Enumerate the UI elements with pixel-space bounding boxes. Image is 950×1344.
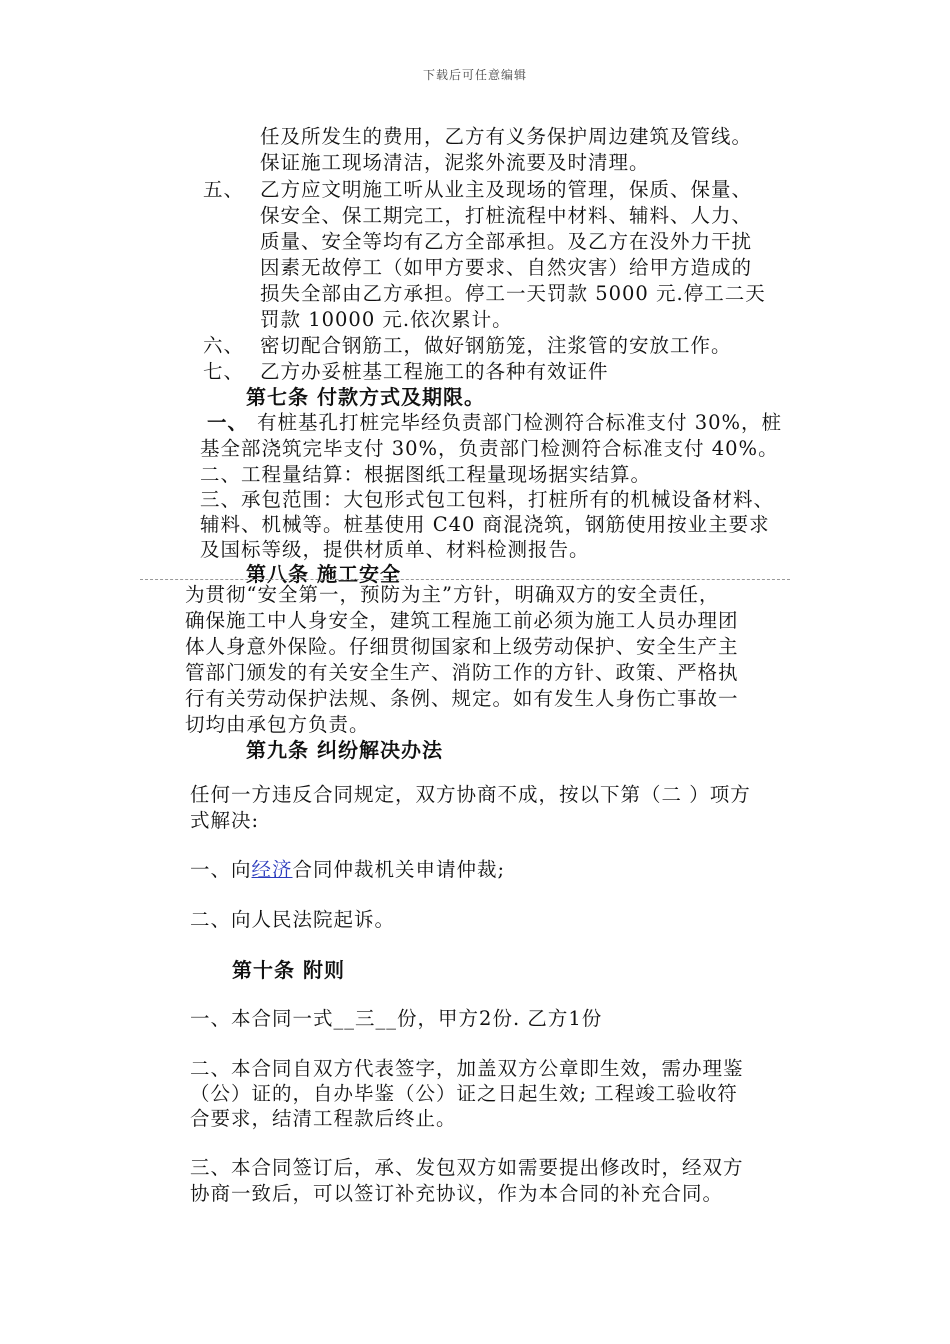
article10-p2-line-1: 二、本合同自双方代表签字，加盖双方公章即生效，需办理鉴	[190, 1057, 744, 1080]
article8-line-6: 切均由承包方负责。	[185, 713, 370, 736]
article10-p1-suffix: 份，甲方2份. 乙方1份	[397, 1007, 603, 1030]
article7-p3-line-3: 及国标等级，提供材质单、材料检测报告。	[200, 538, 590, 561]
item5-line-6: 罚款 10000 元.依次累计。	[260, 308, 513, 331]
article7-p1-line-2: 基全部浇筑完毕支付 30%，负责部门检测符合标准支付 40%。	[200, 437, 779, 460]
article9-option-1-prefix: 一、向	[190, 858, 252, 881]
article9-intro-line-1: 任何一方违反合同规定，双方协商不成，按以下第（二 ）项方	[190, 783, 751, 806]
article10-title: 第十条 附则	[232, 958, 345, 982]
item5-number: 五、	[203, 178, 245, 201]
item7-text: 乙方办妥桩基工程施工的各种有效证件	[260, 360, 609, 383]
item6-number: 六、	[203, 334, 245, 357]
article8-line-1: 为贯彻“安全第一，预防为主”方针，明确双方的安全责任，	[185, 583, 720, 606]
article7-title: 第七条 付款方式及期限。	[246, 385, 485, 409]
article9-intro-line-2: 式解决:	[190, 809, 260, 832]
article8-line-2: 确保施工中人身安全，建筑工程施工前必须为施工人员办理团	[185, 609, 739, 632]
article8-line-5: 行有关劳动保护法规、条例、规定。如有发生人身伤亡事故一	[185, 687, 739, 710]
article7-p3-line-2: 辅料、机械等。桩基使用 C40 商混浇筑，钢筋使用按业主要求	[200, 513, 770, 536]
article7-p3-line-1: 三、承包范围：大包形式包工包料，打桩所有的机械设备材料、	[200, 488, 775, 511]
item5-line-5: 损失全部由乙方承担。停工一天罚款 5000 元.停工二天	[260, 282, 766, 305]
article8-line-4: 管部门颁发的有关安全生产、消防工作的方针、政策、严格执	[185, 661, 739, 684]
article9-option-1-suffix: 合同仲裁机关申请仲裁;	[292, 858, 506, 881]
article10-p3-line-1: 三、本合同签订后，承、发包双方如需要提出修改时，经双方	[190, 1156, 744, 1179]
article10-p2-line-2: （公）证的，自办毕鉴（公）证之日起生效; 工程竣工验收符	[190, 1082, 738, 1105]
article7-p2: 二、工程量结算：根据图纸工程量现场据实结算。	[200, 463, 652, 486]
article10-p2-line-3: 合要求，结清工程款后终止。	[190, 1107, 457, 1130]
article10-p1	[190, 1006, 602, 1032]
section-separator	[140, 579, 790, 580]
item5-line-1: 乙方应文明施工听从业主及现场的管理，保质、保量、	[260, 178, 753, 201]
article9-option-2: 二、向人民法院起诉。	[190, 908, 396, 931]
article10-p1-prefix: 一、本合同一式	[190, 1007, 334, 1030]
article8-line-3: 体人身意外保险。仔细贯彻国家和上级劳动保护、安全生产主	[185, 635, 739, 658]
item7-number: 七、	[203, 360, 245, 383]
page-header-note: 下载后可任意编辑	[422, 68, 527, 82]
copies-blank: __三__	[333, 1007, 398, 1030]
item5-line-4: 因素无故停工（如甲方要求、自然灾害）给甲方造成的	[260, 256, 753, 279]
item6-text: 密切配合钢筋工，做好钢筋笼，注浆管的安放工作。	[260, 334, 732, 357]
item4-continued-line-1: 任及所发生的费用，乙方有义务保护周边建筑及管线。	[260, 125, 753, 148]
item5-line-2: 保安全、保工期完工，打桩流程中材料、辅料、人力、	[260, 204, 753, 227]
economic-link[interactable]: 经济	[251, 858, 293, 881]
article7-p1-number: 一、	[207, 411, 249, 434]
article9-option-1	[190, 857, 505, 883]
article8-title: 第八条 施工安全	[246, 562, 401, 586]
article9-title: 第九条 纠纷解决办法	[246, 738, 443, 762]
article10-p3-line-2: 协商一致后，可以签订补充协议，作为本合同的补充合同。	[190, 1182, 724, 1205]
article7-p1-line-1: 有桩基孔打桩完毕经负责部门检测符合标准支付 30%，桩	[257, 411, 783, 434]
item5-line-3: 质量、安全等均有乙方全部承担。及乙方在没外力干扰	[260, 230, 753, 253]
item4-continued-line-2: 保证施工现场清洁，泥浆外流要及时清理。	[260, 151, 650, 174]
